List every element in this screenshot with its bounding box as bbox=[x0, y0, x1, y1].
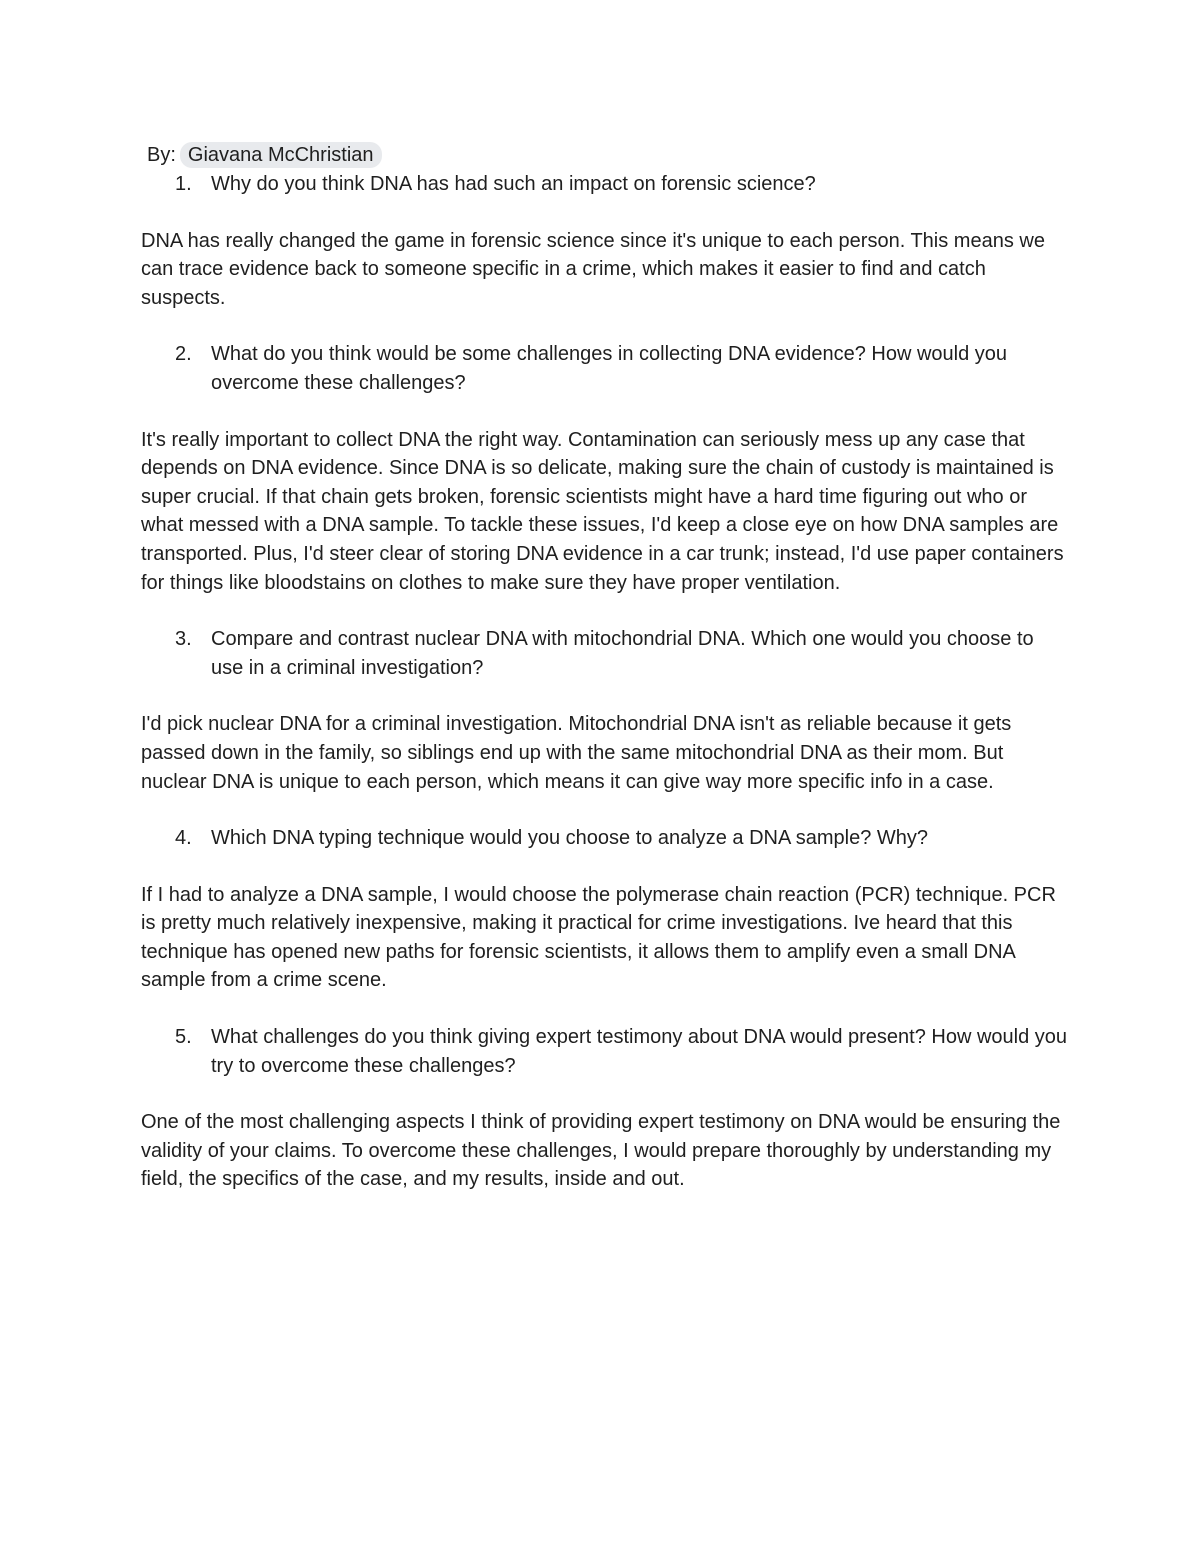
answer-2: It's really important to collect DNA the right way. Contamination can seriously mess up any case that depends on DNA evidence. Since DNA is so delicate, making sure the chain of custody is maintained is super crucial. If that chain gets broken, forensic scientists might have a hard time figuring out who or what messed with a DNA sample. To tackle these issues, I'd keep a close eye on how DNA samples are transported. Plus, I'd steer clear of storing DNA evidence in a car trunk; instead, I'd use paper containers for things like bloodstains on clothes to make sure they have proper ventilation. bbox=[141, 428, 1064, 594]
byline-label: By: bbox=[147, 144, 176, 166]
question-number: 4. bbox=[175, 827, 192, 850]
answer-3: I'd pick nuclear DNA for a criminal investigation. Mitochondrial DNA isn't as reliable because it gets passed down in the family, so siblings end up with the same mitochondrial DNA as their mom. But nuclear DNA is unique to each person, which means it can give way more specific info in a case. bbox=[141, 713, 1012, 793]
question-text: Compare and contrast nuclear DNA with mitochondrial DNA. Which one would you choose to use in a criminal investigation? bbox=[211, 628, 1034, 679]
question-3 bbox=[141, 625, 1071, 682]
answer-1: DNA has really changed the game in forensic science since it's unique to each person. This means we can trace evidence back to someone specific in a crime, which makes it easier to find and catch suspects. bbox=[141, 229, 1045, 309]
question-number: 2. bbox=[175, 343, 192, 366]
question-5 bbox=[141, 1023, 1071, 1080]
question-text: Which DNA typing technique would you choose to analyze a DNA sample? Why? bbox=[211, 827, 929, 850]
question-text: What do you think would be some challenges in collecting DNA evidence? How would you overcome these challenges? bbox=[211, 343, 1008, 394]
question-1 bbox=[141, 170, 1071, 199]
question-2 bbox=[141, 340, 1071, 397]
question-number: 3. bbox=[175, 628, 192, 651]
document-body bbox=[141, 140, 1071, 1194]
question-text: What challenges do you think giving expert testimony about DNA would present? How would you try to overcome these challenges? bbox=[211, 1026, 1068, 1077]
byline bbox=[141, 140, 1071, 170]
question-text: Why do you think DNA has had such an impact on forensic science? bbox=[211, 173, 816, 195]
question-number: 1. bbox=[175, 173, 192, 195]
answer-5: One of the most challenging aspects I think of providing expert testimony on DNA would be ensuring the validity of your claims. To overcome these challenges, I would prepare thoroughly by understanding my field, the specifics of the case, and my results, inside and out. bbox=[141, 1111, 1061, 1191]
question-4 bbox=[141, 824, 1071, 853]
author-chip[interactable]: Giavana McChristian bbox=[180, 142, 382, 168]
question-number: 5. bbox=[175, 1026, 192, 1049]
answer-4: If I had to analyze a DNA sample, I would choose the polymerase chain reaction (PCR) technique. PCR is pretty much relatively inexpensive, making it practical for crime investigations. Ive heard that this technique has opened new paths for forensic scientists, it allows them to amplify even a small DNA sample from a crime scene. bbox=[141, 883, 1056, 992]
